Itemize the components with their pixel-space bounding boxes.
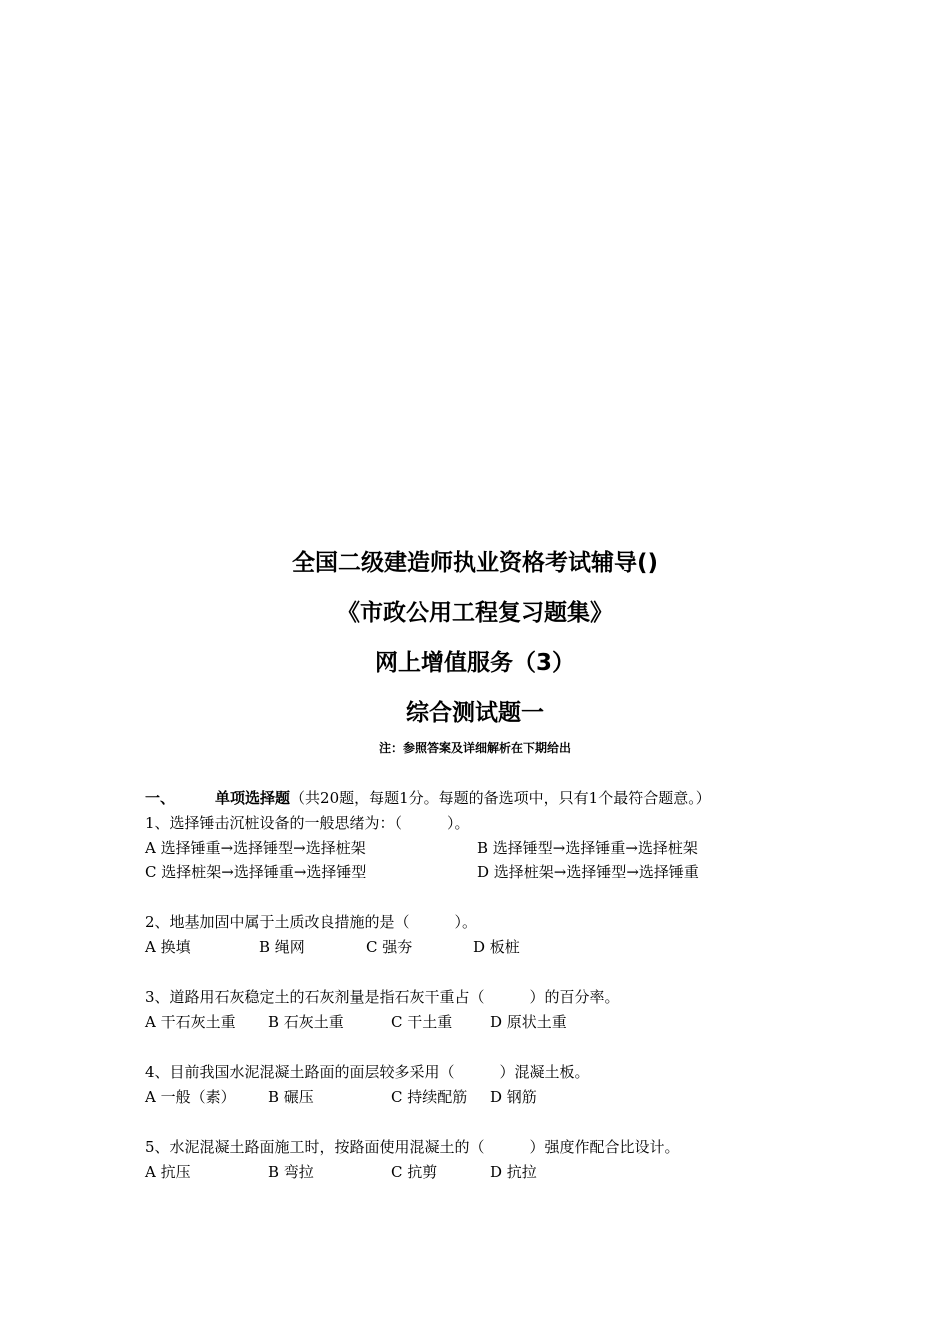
section-name: 单项选择题 xyxy=(215,789,291,807)
question-option: B 石灰土重 xyxy=(268,1013,344,1031)
question-option: A 一般（素） xyxy=(145,1088,236,1106)
question-option: B 选择锤型→选择锤重→选择桩架 xyxy=(477,839,698,857)
question-stem: 3、道路用石灰稳定土的石灰剂量是指石灰干重占（ ）的百分率。 xyxy=(145,988,620,1006)
question-option: C 抗剪 xyxy=(391,1163,438,1181)
question-option: D 选择桩架→选择锤型→选择锤重 xyxy=(477,863,699,881)
question-option: C 选择桩架→选择锤重→选择锤型 xyxy=(145,863,367,881)
question-option: C 持续配筋 xyxy=(391,1088,468,1106)
question-option: D 板桩 xyxy=(473,938,520,956)
doc-title-line1: 全国二级建造师执业资格考试辅导() xyxy=(291,550,659,576)
question-option: C 干土重 xyxy=(391,1013,453,1031)
section-description: （共20题，每题1分。每题的备选项中，只有1个最符合题意。） xyxy=(290,789,711,807)
doc-title-line3: 网上增值服务（3） xyxy=(374,650,575,676)
section-number: 一、 xyxy=(145,789,176,807)
section-heading xyxy=(145,787,711,809)
question-option: A 抗压 xyxy=(145,1163,191,1181)
doc-title-line2: 《市政公用工程复习题集》 xyxy=(337,600,613,626)
question-stem: 2、地基加固中属于土质改良措施的是（ ）。 xyxy=(145,913,478,931)
question-stem: 5、水泥混凝土路面施工时，按路面使用混凝土的（ ）强度作配合比设计。 xyxy=(145,1138,680,1156)
question-option: B 绳网 xyxy=(259,938,305,956)
question-option: D 钢筋 xyxy=(490,1088,537,1106)
question-option: B 碾压 xyxy=(268,1088,314,1106)
question-option: B 弯拉 xyxy=(268,1163,314,1181)
question-option: D 抗拉 xyxy=(490,1163,537,1181)
question-stem: 4、目前我国水泥混凝土路面的面层较多采用（ ）混凝土板。 xyxy=(145,1063,590,1081)
question-option: A 干石灰土重 xyxy=(145,1013,236,1031)
answer-note: 注：参照答案及详细解析在下期给出 xyxy=(378,741,571,755)
doc-title-line4: 综合测试题一 xyxy=(406,700,544,726)
question-option: A 换填 xyxy=(145,938,191,956)
question-stem: 1、选择锤击沉桩设备的一般思绪为：（ ）。 xyxy=(145,814,470,832)
question-option: D 原状土重 xyxy=(490,1013,567,1031)
question-option: C 强夯 xyxy=(366,938,413,956)
question-option: A 选择锤重→选择锤型→选择桩架 xyxy=(145,839,366,857)
